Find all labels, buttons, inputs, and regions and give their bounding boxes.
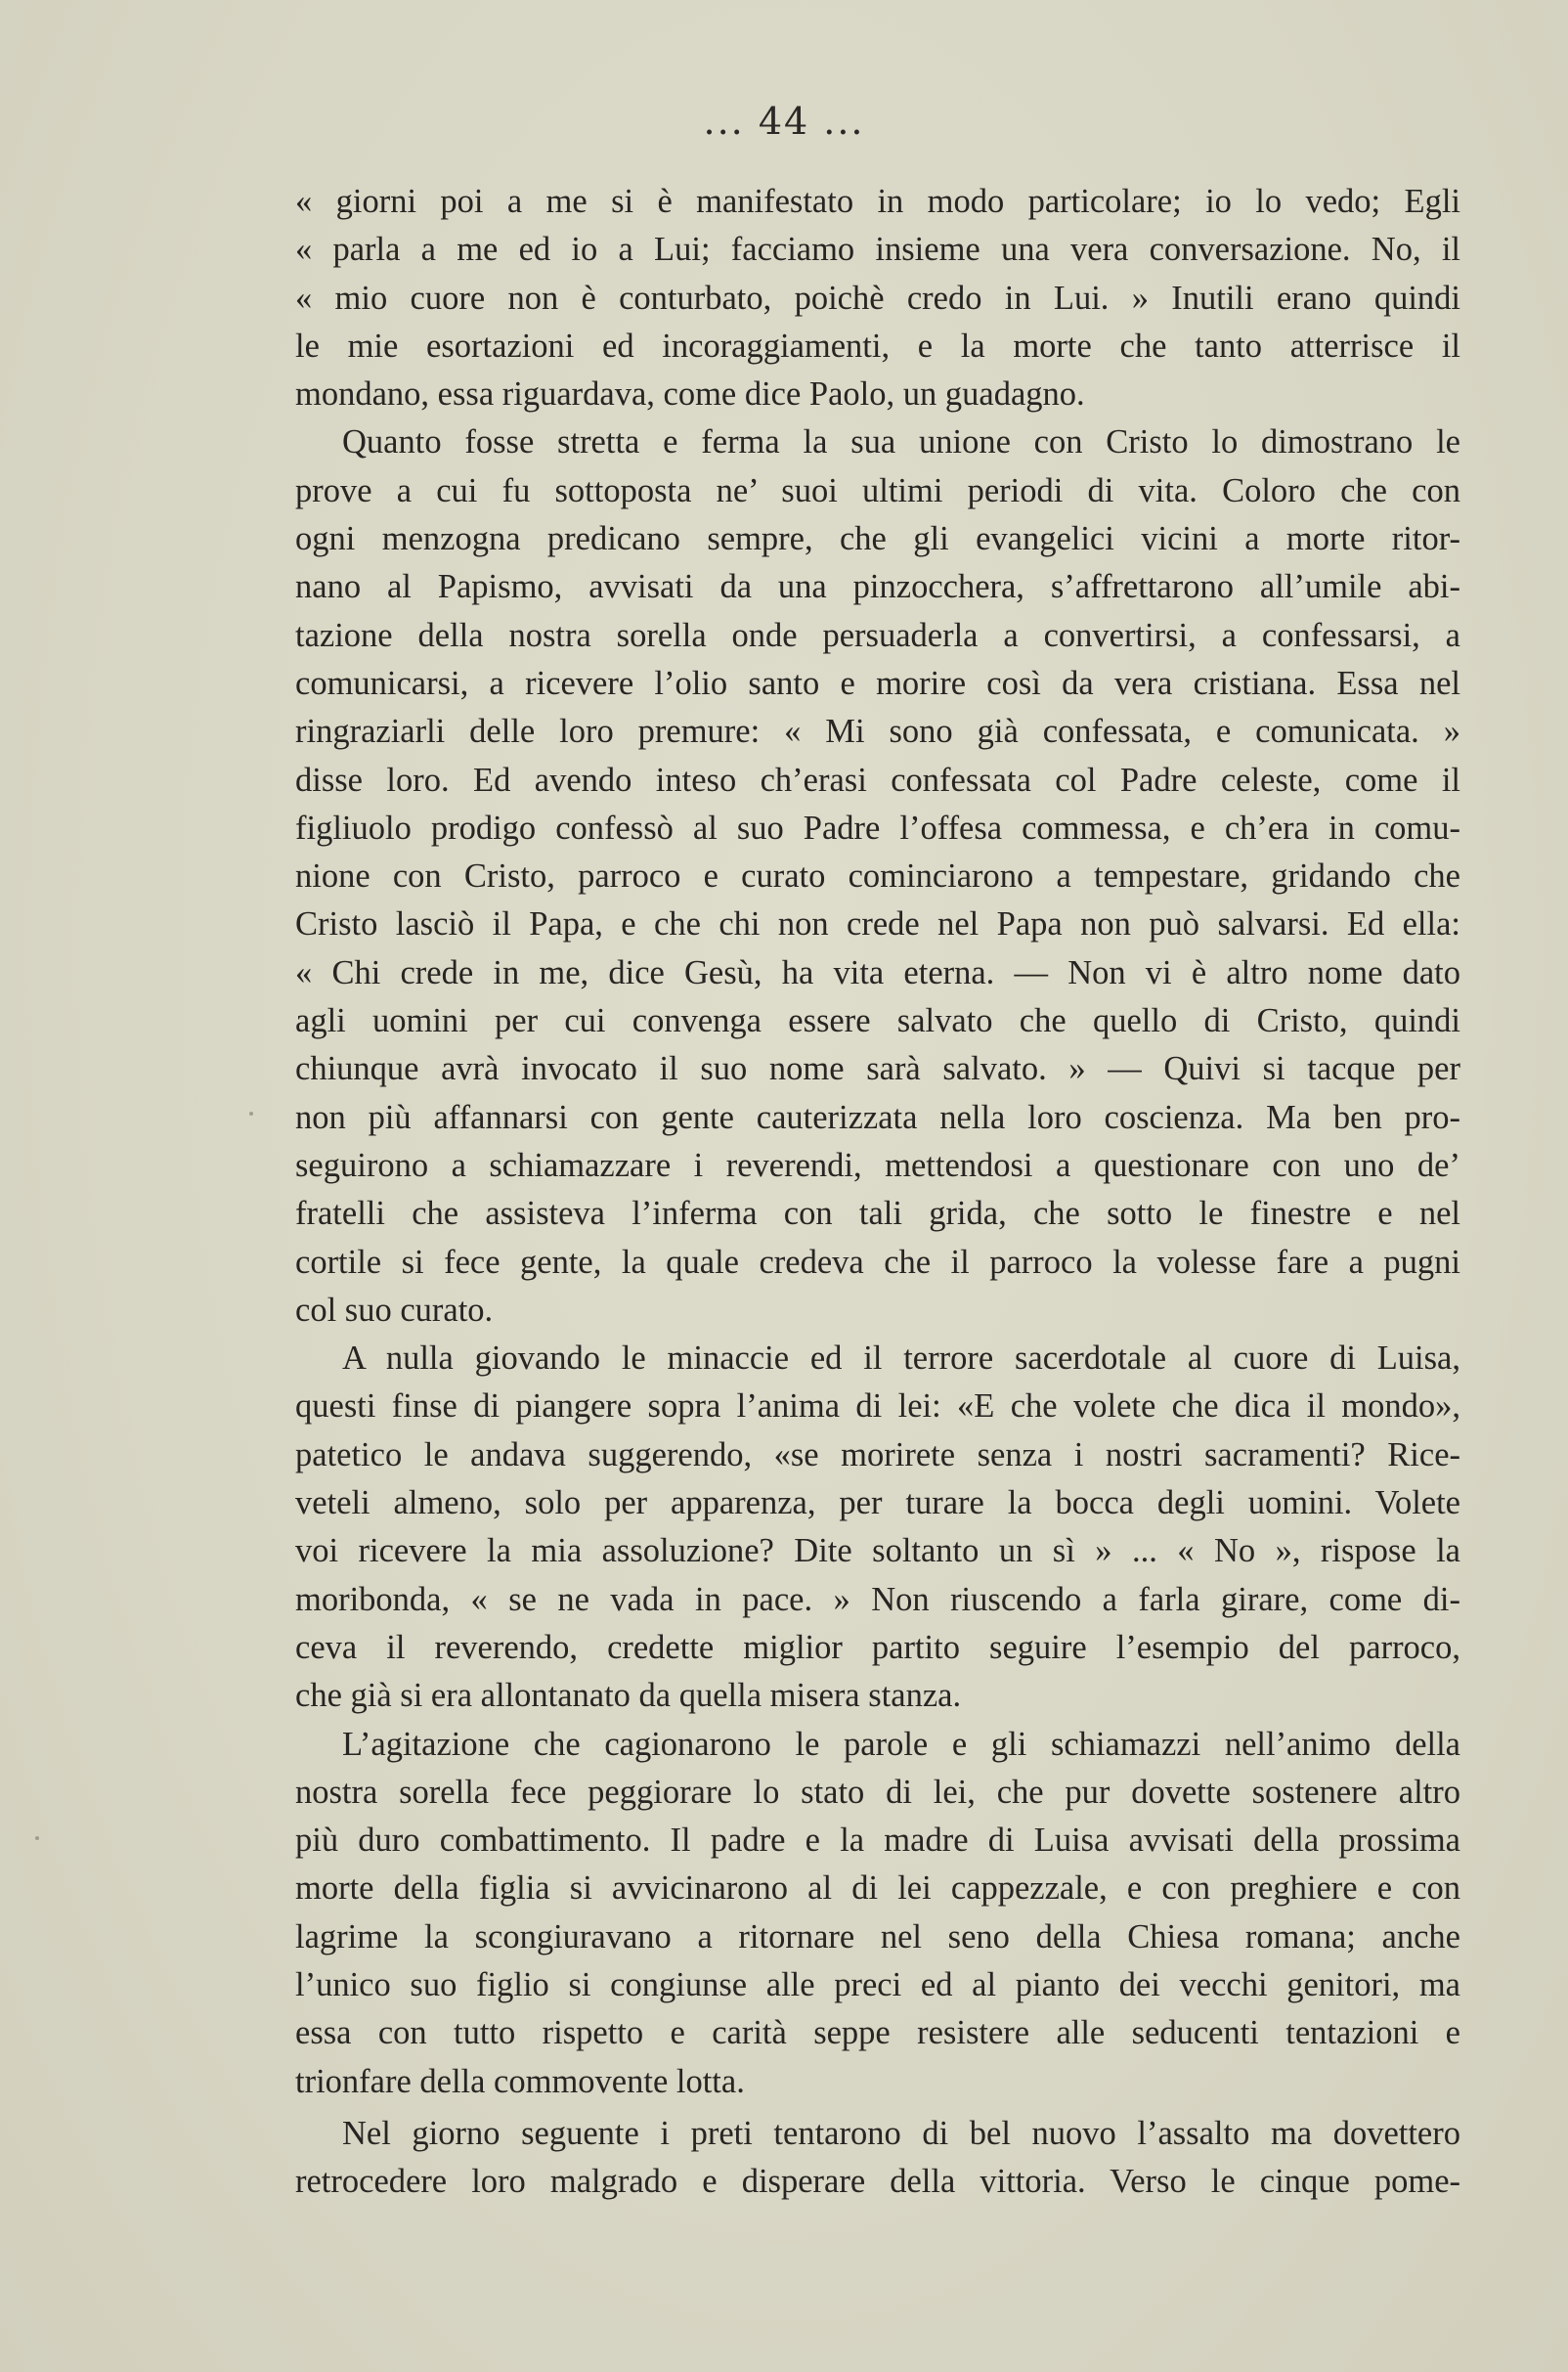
text-line: l’unico suo figlio si congiunse alle preci ed al pianto dei vecchi genitori, ma: [295, 1965, 1460, 2003]
text-line: nano al Papismo, avvisati da una pinzocchera, s’affrettarono all’umile abi-: [295, 568, 1460, 606]
text-line: « mio cuore non è conturbato, poichè credo in Lui. » Inutili erano quindi: [295, 279, 1460, 317]
text-line: figliuolo prodigo confessò al suo Padre l’offesa commessa, e ch’era in comu-: [295, 809, 1460, 847]
text-line: voi ricevere la mia assoluzione? Dite soltanto un sì » ... « No », rispose la: [295, 1532, 1460, 1570]
text-line: Cristo lasciò il Papa, e che chi non crede nel Papa non può salvarsi. Ed ella:: [295, 905, 1460, 944]
text-line: tazione della nostra sorella onde persuaderla a convertirsi, a confessarsi, a: [295, 616, 1460, 654]
text-line: che già si era allontanato da quella misera stanza.: [295, 1677, 962, 1715]
paragraph-5: [295, 2110, 1460, 2207]
paragraph-3: [295, 1335, 1460, 1720]
text-line: nione con Cristo, parroco e curato cominciarono a tempestare, gridando che: [295, 857, 1460, 896]
paragraph-2: [295, 418, 1460, 1335]
text-line: Quanto fosse stretta e ferma la sua unione con Cristo lo dimostrano le: [342, 423, 1460, 461]
text-line: comunicarsi, a ricevere l’olio santo e morire così da vera cristiana. Essa nel: [295, 664, 1460, 702]
text-line: non più affannarsi con gente cauterizzata nella loro coscienza. Ma ben pro-: [295, 1098, 1460, 1136]
paper-speck: [35, 1836, 39, 1840]
text-line: le mie esortazioni ed incoraggiamenti, e la morte che tanto atterrisce il: [295, 327, 1460, 365]
text-line: col suo curato.: [295, 1291, 494, 1329]
text-line: trionfare della commovente lotta.: [295, 2062, 745, 2100]
body-text: [295, 178, 1460, 2206]
text-line: « giorni poi a me si è manifestato in modo particolare; io lo vedo; Egli: [295, 183, 1460, 220]
text-line: disse loro. Ed avendo inteso ch’erasi confessata col Padre celeste, come il: [295, 761, 1460, 799]
text-line: « Chi crede in me, dice Gesù, ha vita eterna. — Non vi è altro nome dato: [295, 953, 1460, 991]
text-line: seguirono a schiamazzare i reverendi, mettendosi a questionare con uno de’: [295, 1146, 1460, 1184]
text-line: più duro combattimento. Il padre e la madre di Luisa avvisati della prossima: [295, 1822, 1460, 1860]
text-line: agli uomini per cui convenga essere salvato che quello di Cristo, quindi: [295, 1002, 1460, 1040]
text-line: essa con tutto rispetto e carità seppe resistere alle seducenti tentazioni e: [295, 2014, 1460, 2052]
text-line: retrocedere loro malgrado e disperare della vittoria. Verso le cinque pome-: [295, 2163, 1460, 2201]
text-line: questi finse di piangere sopra l’anima di lei: «E che volete che dica il mondo»,: [295, 1387, 1460, 1426]
text-line: moribonda, « se ne vada in pace. » Non riuscendo a farla girare, come di-: [295, 1580, 1460, 1618]
text-line: nostra sorella fece peggiorare lo stato di lei, che pur dovette sostenere altro: [295, 1773, 1460, 1811]
text-line: « parla a me ed io a Lui; facciamo insieme una vera conversazione. No, il: [295, 231, 1460, 269]
text-line: lagrime la scongiuravano a ritornare nel seno della Chiesa romana; anche: [295, 1917, 1460, 1955]
text-line: Nel giorno seguente i preti tentarono di bel nuovo l’assalto ma dovettero: [342, 2114, 1460, 2152]
paragraph-1: [295, 178, 1460, 418]
page-number: ... 44 ...: [703, 100, 865, 143]
text-line: L’agitazione che cagionarono le parole e gli schiamazzi nell’animo della: [342, 1725, 1460, 1763]
text-line: cortile si fece gente, la quale credeva che il parroco la volesse fare a pugni: [295, 1243, 1460, 1281]
text-line: morte della figlia si avvicinarono al di lei cappezzale, e con preghiere e con: [295, 1869, 1460, 1908]
text-line: ringraziarli delle loro premure: « Mi sono già confessata, e comunicata. »: [295, 713, 1460, 751]
text-line: A nulla giovando le minaccie ed il terrore sacerdotale al cuore di Luisa,: [342, 1340, 1460, 1378]
text-line: mondano, essa riguardava, come dice Paolo, un guadagno.: [295, 375, 1085, 414]
text-line: ogni menzogna predicano sempre, che gli evangelici vicini a morte ritor-: [295, 520, 1460, 558]
text-line: fratelli che assisteva l’inferma con tali grida, che sotto le finestre e nel: [295, 1195, 1460, 1233]
text-line: veteli almeno, solo per apparenza, per turare la bocca degli uomini. Volete: [295, 1484, 1460, 1522]
paragraph-4: [295, 1721, 1460, 2106]
text-line: patetico le andava suggerendo, «se morirete senza i nostri sacramenti? Rice-: [295, 1435, 1460, 1473]
paper-speck: [249, 1112, 253, 1116]
text-line: prove a cui fu sottoposta ne’ suoi ultimi periodi di vita. Coloro che con: [295, 471, 1460, 509]
text-line: chiunque avrà invocato il suo nome sarà salvato. » — Quivi si tacque per: [295, 1050, 1460, 1088]
text-line: ceva il reverendo, credette miglior partito seguire l’esempio del parroco,: [295, 1628, 1460, 1666]
